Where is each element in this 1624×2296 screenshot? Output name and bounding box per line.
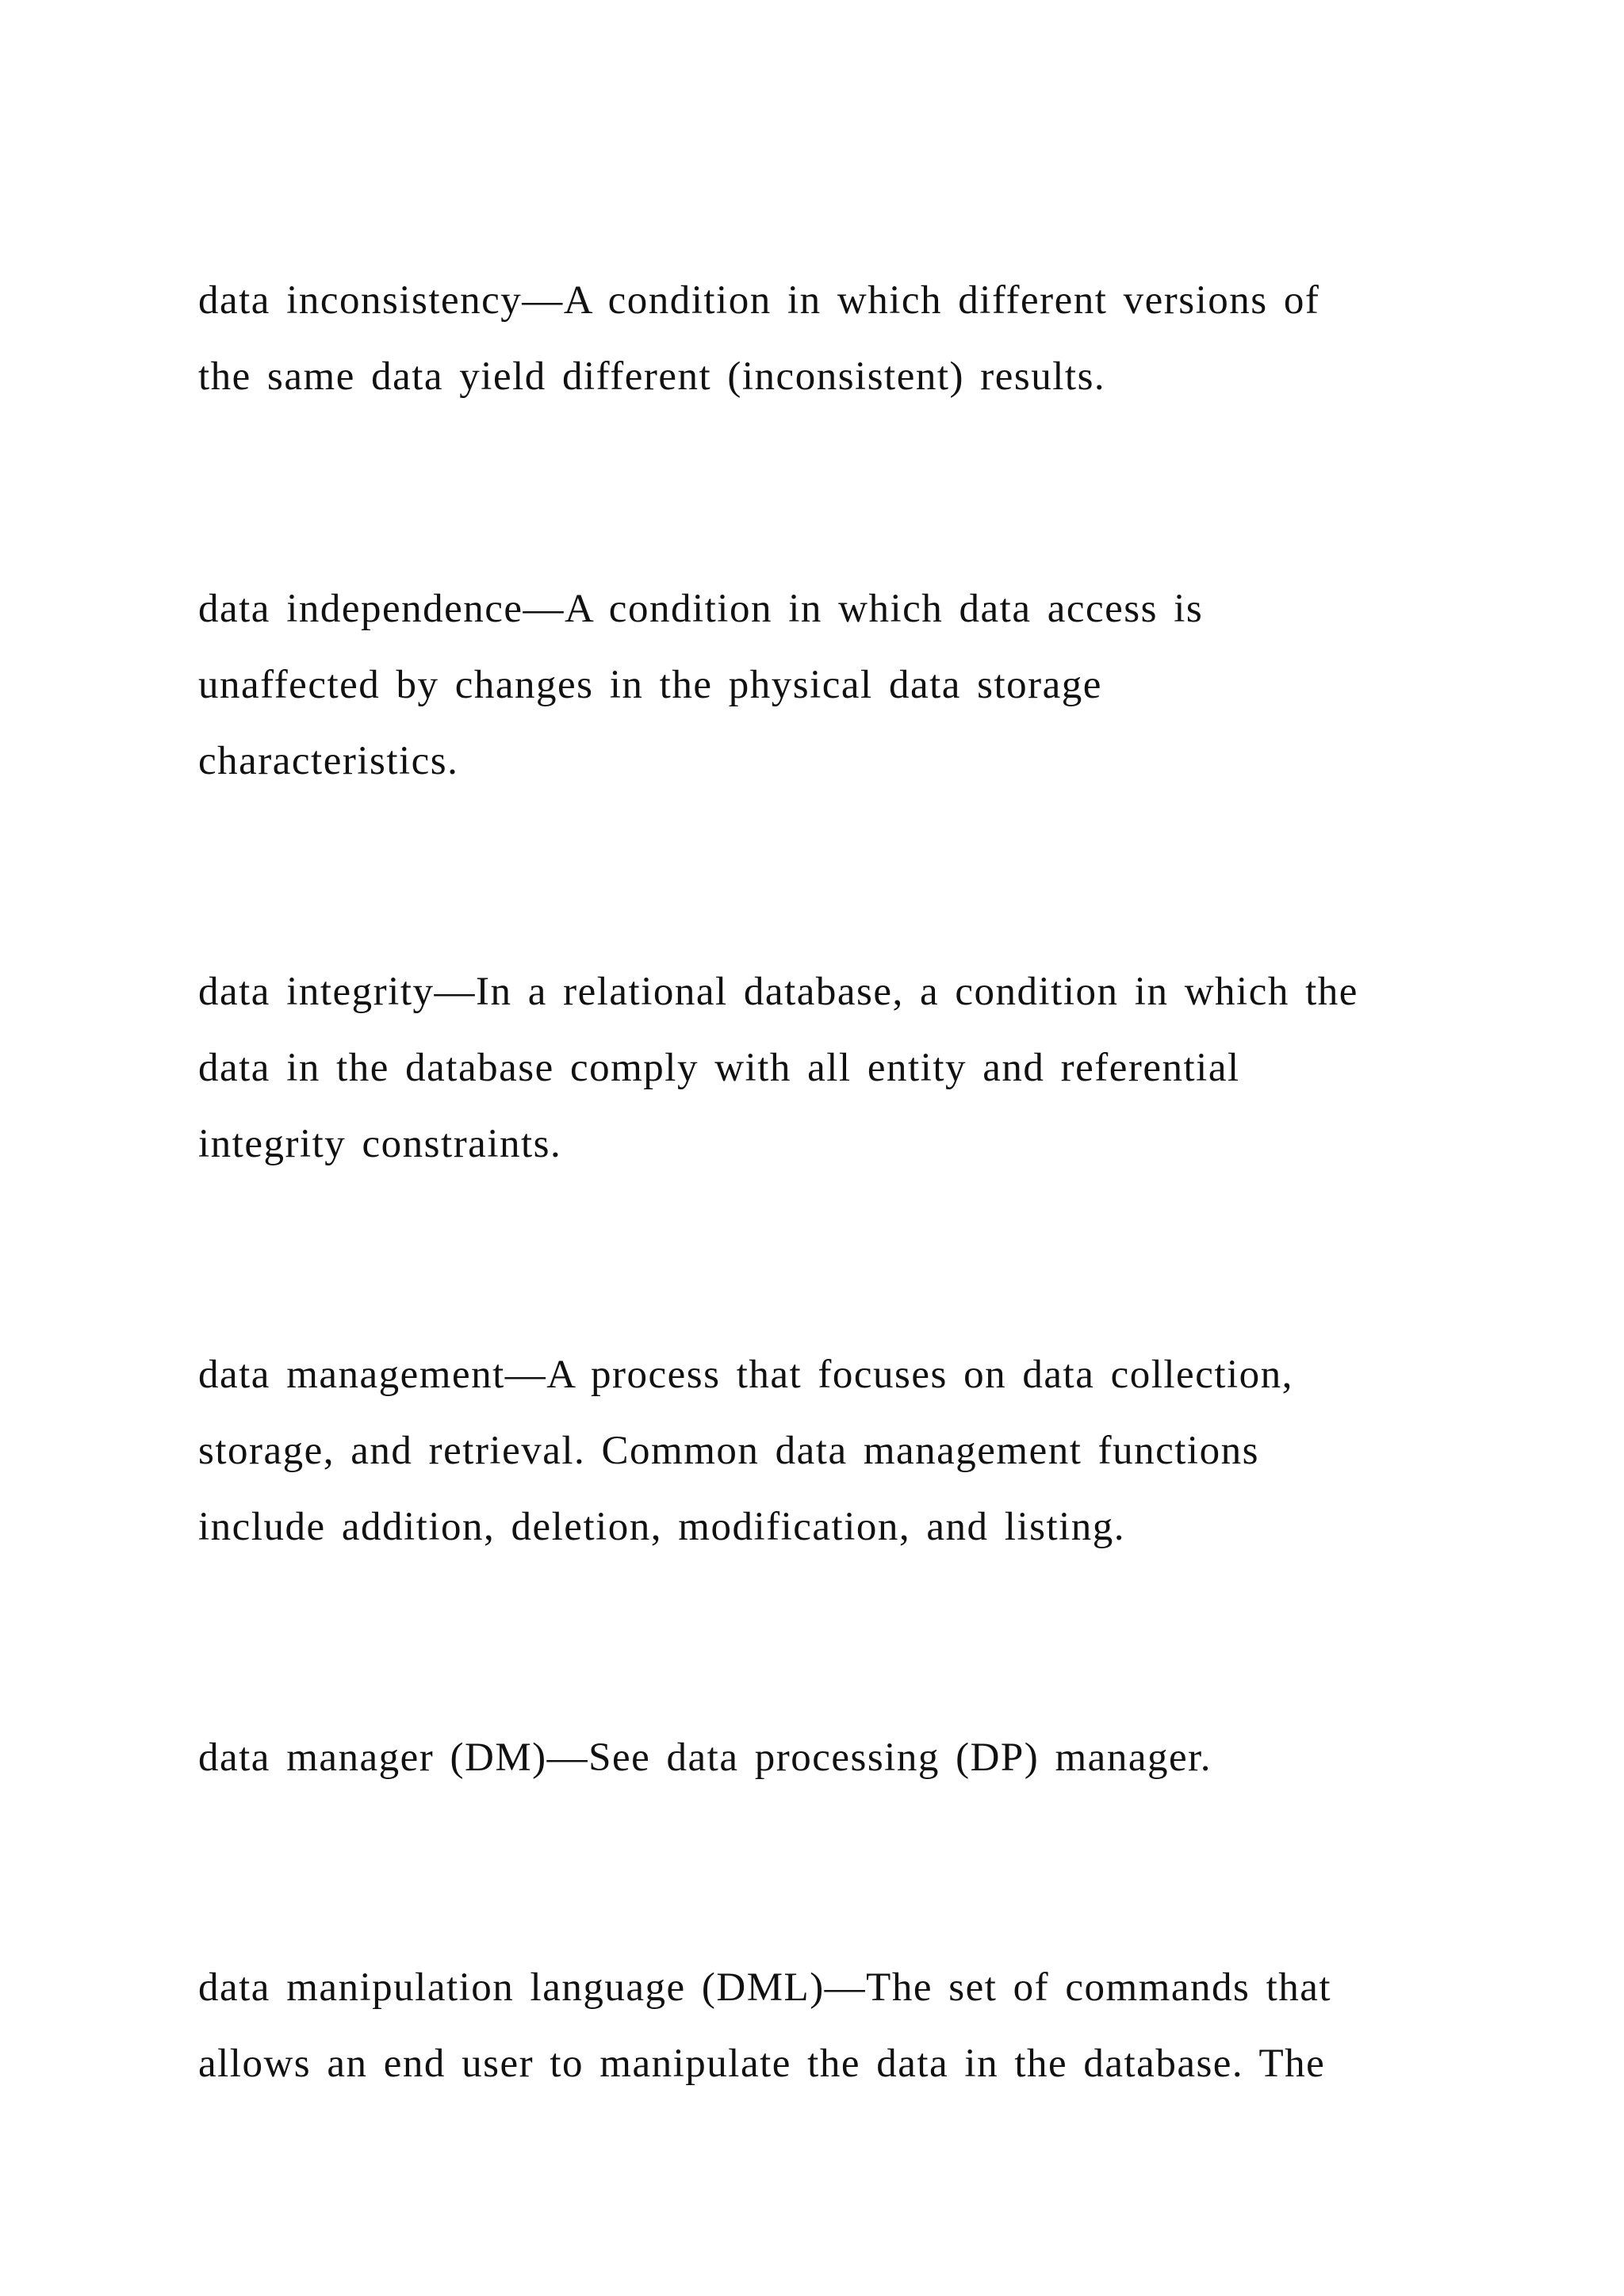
glossary-entry-data-manager (198, 1720, 1467, 1796)
entry-line: data independence—A condition in which data access is (198, 587, 1204, 631)
entry-line: data in the database comply with all entity and referential (198, 1046, 1240, 1090)
entry-line: unaffected by changes in the physical data storage (198, 663, 1102, 707)
glossary-entry-data-inconsistency (198, 262, 1467, 415)
entry-line: data management—A process that focuses on data collection, (198, 1353, 1293, 1397)
entry-line: data inconsistency—A condition in which different versions of (198, 278, 1320, 323)
glossary-entry-data-manipulation-language (198, 1950, 1467, 2102)
glossary-entry-data-independence (198, 571, 1467, 799)
entry-line: integrity constraints. (198, 1122, 562, 1166)
glossary-entry-data-integrity (198, 954, 1467, 1182)
entry-line: characteristics. (198, 739, 459, 783)
entry-line: data manipulation language (DML)—The set of commands that (198, 1965, 1332, 2010)
entry-line: data integrity—In a relational database, a condition in which the (198, 970, 1358, 1014)
entry-line: the same data yield different (inconsistent) results. (198, 354, 1106, 399)
entry-line: storage, and retrieval. Common data management functions (198, 1429, 1259, 1473)
glossary-entry-data-management (198, 1337, 1467, 1565)
entry-line: data manager (DM)—See data processing (DP) manager. (198, 1735, 1212, 1780)
entry-line: allows an end user to manipulate the data in the database. The (198, 2042, 1326, 2086)
entry-line: include addition, deletion, modification, and listing. (198, 1505, 1126, 1549)
